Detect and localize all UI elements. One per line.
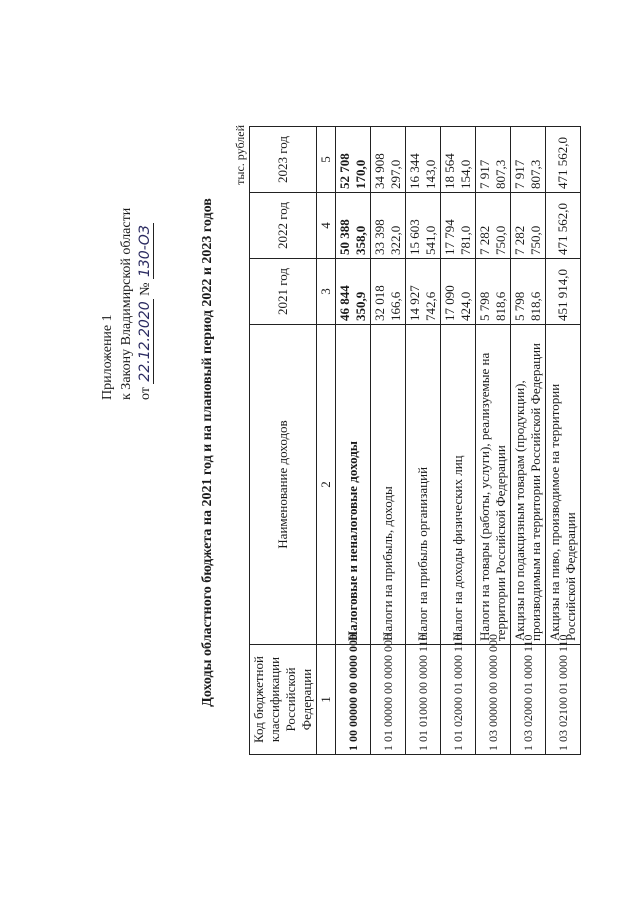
table-row [511, 127, 546, 755]
units-label: тыс. рублей [233, 125, 247, 185]
document-title: Доходы областного бюджета на 2021 год и на плановый период 2022 и 2023 годов [200, 198, 215, 707]
table-header-row [250, 127, 317, 755]
row-name: Акцизы на пиво, производимое на территории Российской Федерации [546, 325, 581, 645]
row-value-2023: 7 917 807,3 [511, 127, 546, 193]
handwritten-number: 130-ОЗ [137, 225, 153, 278]
header-2021: 2021 год [250, 259, 317, 325]
header-2022: 2022 год [250, 193, 317, 259]
row-code: 1 03 02000 01 0000 110 [511, 645, 546, 755]
row-code: 1 00 00000 00 0000 000 [336, 645, 371, 755]
row-value-2021: 46 844 350,9 [336, 259, 371, 325]
table-row [476, 127, 511, 755]
column-number: 3 [317, 259, 336, 325]
row-code: 1 03 00000 00 0000 000 [476, 645, 511, 755]
law-reference: к Закону Владимирской области [119, 207, 134, 400]
header-2023: 2023 год [250, 127, 317, 193]
row-value-2021: 14 927 742,6 [406, 259, 441, 325]
handwritten-date: 22.12.2020 [137, 301, 153, 382]
row-name: Налоги на прибыль, доходы [371, 325, 406, 645]
row-code: 1 01 02000 01 0000 110 [441, 645, 476, 755]
appendix-label: Приложение 1 [100, 314, 115, 400]
row-value-2021: 17 090 424,0 [441, 259, 476, 325]
revenue-table [249, 126, 581, 755]
row-value-2022: 15 603 541,0 [406, 193, 441, 259]
column-number: 1 [317, 645, 336, 755]
row-name: Налог на прибыль организаций [406, 325, 441, 645]
column-number: 5 [317, 127, 336, 193]
table-row [546, 127, 581, 755]
table-column-numbers-row [317, 127, 336, 755]
row-value-2022: 33 398 322,0 [371, 193, 406, 259]
row-name: Налог на доходы физических лиц [441, 325, 476, 645]
row-value-2021: 5 798 818,6 [476, 259, 511, 325]
row-code: 1 01 00000 00 0000 000 [371, 645, 406, 755]
row-value-2023: 7 917 807,3 [476, 127, 511, 193]
row-value-2022: 7 282 750,0 [511, 193, 546, 259]
column-number: 2 [317, 325, 336, 645]
header-name: Наименование доходов [250, 325, 317, 645]
row-value-2021: 32 018 166,6 [371, 259, 406, 325]
number-sign: № [138, 282, 153, 296]
row-value-2023: 34 908 297,0 [371, 127, 406, 193]
row-name: Налоговые и неналоговые доходы [336, 325, 371, 645]
row-value-2021: 451 914,0 [546, 259, 581, 325]
row-value-2023: 16 344 143,0 [406, 127, 441, 193]
appendix-header [98, 100, 155, 400]
column-number: 4 [317, 193, 336, 259]
row-name: Акцизы по подакцизным товарам (продукции), производимым на территории Российской Федерации [511, 325, 546, 645]
table-row [406, 127, 441, 755]
row-value-2022: 17 794 781,0 [441, 193, 476, 259]
row-value-2023: 18 564 154,0 [441, 127, 476, 193]
row-name: Налоги на товары (работы, услуги), реализуемые на территории Российской Федерации [476, 325, 511, 645]
row-code: 1 01 01000 00 0000 110 [406, 645, 441, 755]
row-value-2022: 471 562,0 [546, 193, 581, 259]
table-row [371, 127, 406, 755]
table-row [336, 127, 371, 755]
header-code: Код бюджетной классификации Российской Федерации [250, 645, 317, 755]
row-value-2021: 5 798 818,6 [511, 259, 546, 325]
table-row [441, 127, 476, 755]
law-date-line [136, 100, 155, 400]
row-value-2023: 52 708 170,0 [336, 127, 371, 193]
date-prefix: от [138, 387, 153, 400]
row-value-2022: 7 282 750,0 [476, 193, 511, 259]
row-code: 1 03 02100 01 0000 110 [546, 645, 581, 755]
row-value-2023: 471 562,0 [546, 127, 581, 193]
row-value-2022: 50 388 358,0 [336, 193, 371, 259]
